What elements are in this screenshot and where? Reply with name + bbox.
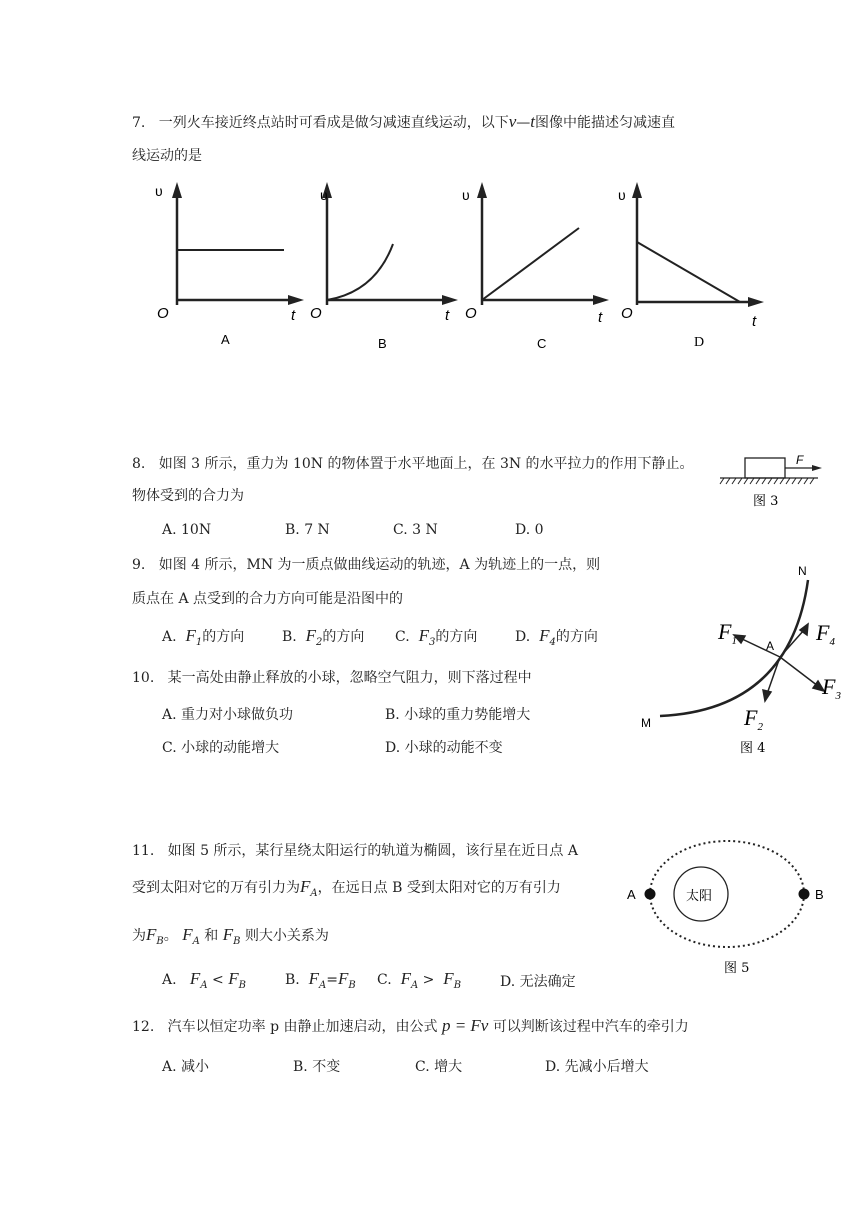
q8-line2: 物体受到的合力为 <box>132 488 244 504</box>
q7-graph-b <box>300 180 470 355</box>
q7-graph-a-vlabel: υ <box>155 183 163 199</box>
q8-force-label: F <box>796 453 804 467</box>
q7-graph-d-vlabel: υ <box>618 187 626 203</box>
q9-fig-f2: $F_2$ <box>744 705 763 733</box>
q10-number: 10. <box>132 670 155 686</box>
q12-option-d: D. 先减小后增大 <box>545 1059 649 1075</box>
q8-option-a: A. 10N <box>162 522 212 538</box>
q7-graph-c <box>455 180 625 355</box>
q11-figure-5 <box>622 836 832 981</box>
q11-figure-caption: 图 5 <box>724 961 750 976</box>
q9-option-c: C. $F_3$的方向 <box>395 626 478 648</box>
q11-line1 <box>132 841 578 861</box>
q9-option-b: B. $F_2$的方向 <box>282 626 365 648</box>
q7-graph-a-tlabel: t <box>291 307 296 324</box>
q9-line1 <box>132 555 600 575</box>
q8-number: 8. <box>132 456 146 472</box>
q7-graph-b-vlabel: υ <box>320 187 328 203</box>
q10-option-b: B. 小球的重力势能增大 <box>385 707 531 723</box>
q7-graph-a-origin: O <box>157 305 169 322</box>
q8-line1 <box>132 454 694 474</box>
q7-graph-c-origin: O <box>465 305 477 322</box>
q7-graph-b-origin: O <box>310 305 322 322</box>
q11-line3: 为$F_B$。 $F_A$ 和 $F_B$ 则大小关系为 <box>132 925 329 947</box>
q11-number: 11. <box>132 843 155 859</box>
q12-option-a: A. 减小 <box>162 1059 210 1075</box>
q11-option-a: A. $F_A < F_B$ <box>162 969 246 991</box>
q7-t: t <box>530 112 535 131</box>
q8-option-d: D. 0 <box>515 522 544 538</box>
q9-fig-f1: $F_1$ <box>718 619 737 647</box>
q8-text: 如图 3 所示，重力为 10N 的物体置于水平地面上，在 3N 的水平拉力的作用下静止。 <box>158 456 694 472</box>
q12-line1: 12. 汽车以恒定功率 p 由静止加速启动，由公式 p = Fv 可以判断该过程中汽车的牵引力 <box>132 1016 689 1035</box>
q10-option-a: A. 重力对小球做负功 <box>162 707 294 723</box>
q7-graph-c-label: C <box>537 336 547 351</box>
q11-fig-b: B <box>815 887 824 902</box>
q9-fig-f3: $F_3$ <box>822 674 841 702</box>
q8-option-c: C. 3 N <box>393 522 438 538</box>
q11-option-d: D. 无法确定 <box>500 974 576 990</box>
q7-graph-b-tlabel: t <box>445 307 450 324</box>
q7-graph-d <box>610 180 780 355</box>
q7-graph-b-label: B <box>378 336 387 351</box>
q10-option-d: D. 小球的动能不变 <box>385 740 503 756</box>
q7-line2: 线运动的是 <box>132 148 202 164</box>
q7-text-after: 图像中能描述匀减速直 <box>535 115 675 131</box>
q9-number: 9. <box>132 557 146 573</box>
q12-option-b: B. 不变 <box>293 1059 341 1075</box>
q7-graph-a <box>150 180 310 355</box>
q11-line2: 受到太阳对它的万有引力为$F_A$，在远日点 B 受到太阳对它的万有引力 <box>132 877 561 899</box>
planet-a <box>645 889 656 900</box>
q7-graph-a-label: A <box>221 332 230 347</box>
q12-formula: p = Fv <box>441 1016 489 1035</box>
q9-line2: 质点在 A 点受到的合力方向可能是沿图中的 <box>132 591 404 607</box>
q11-text1: 如图 5 所示，某行星绕太阳运行的轨道为椭圆，该行星在近日点 A <box>167 843 578 859</box>
q7-graph-d-label: D <box>694 335 705 350</box>
q10-line1 <box>132 668 532 688</box>
q10-option-c: C. 小球的动能增大 <box>162 740 280 756</box>
q9-fig-a: A <box>766 639 775 653</box>
q9-option-a: A. $F_1$的方向 <box>162 626 245 648</box>
q9-figure-4 <box>630 560 860 760</box>
q9-fig-f4: $F_4$ <box>816 620 835 648</box>
q12-option-c: C. 增大 <box>415 1059 463 1075</box>
q11-option-c: C. $F_A > F_B$ <box>377 969 462 991</box>
q9-option-d: D. $F_4$的方向 <box>515 626 598 648</box>
q7-dash: — <box>516 115 531 131</box>
q10-text: 某一高处由静止释放的小球，忽略空气阻力，则下落过程中 <box>167 670 532 686</box>
q7-v: v <box>508 112 517 131</box>
q8-option-b: B. 7 N <box>285 522 330 538</box>
q11-option-b: B. $F_A=F_B$ <box>285 969 356 991</box>
q8-figure-3 <box>718 450 828 512</box>
q9-figure-caption: 图 4 <box>740 741 766 756</box>
q7-number: 7. <box>132 115 146 131</box>
q7-graph-d-origin: O <box>621 305 633 322</box>
q11-fig-a: A <box>627 887 636 902</box>
q9-text: 如图 4 所示，MN 为一质点做曲线运动的轨迹，A 为轨迹上的一点，则 <box>158 557 601 573</box>
q9-fig-m: M <box>641 716 651 730</box>
q7-graph-c-tlabel: t <box>598 309 603 326</box>
q7-text-before: 一列火车接近终点站时可看成是做匀减速直线运动，以下 <box>158 115 509 131</box>
q11-fig-sun: 太阳 <box>686 889 713 904</box>
planet-b <box>799 889 810 900</box>
q7-line1 <box>132 112 675 133</box>
q9-fig-n: N <box>798 564 807 578</box>
q12-number: 12. <box>132 1019 155 1035</box>
q8-figure-caption: 图 3 <box>753 494 779 509</box>
q7-graph-d-tlabel: t <box>752 313 757 330</box>
q7-graph-c-vlabel: υ <box>462 187 470 203</box>
